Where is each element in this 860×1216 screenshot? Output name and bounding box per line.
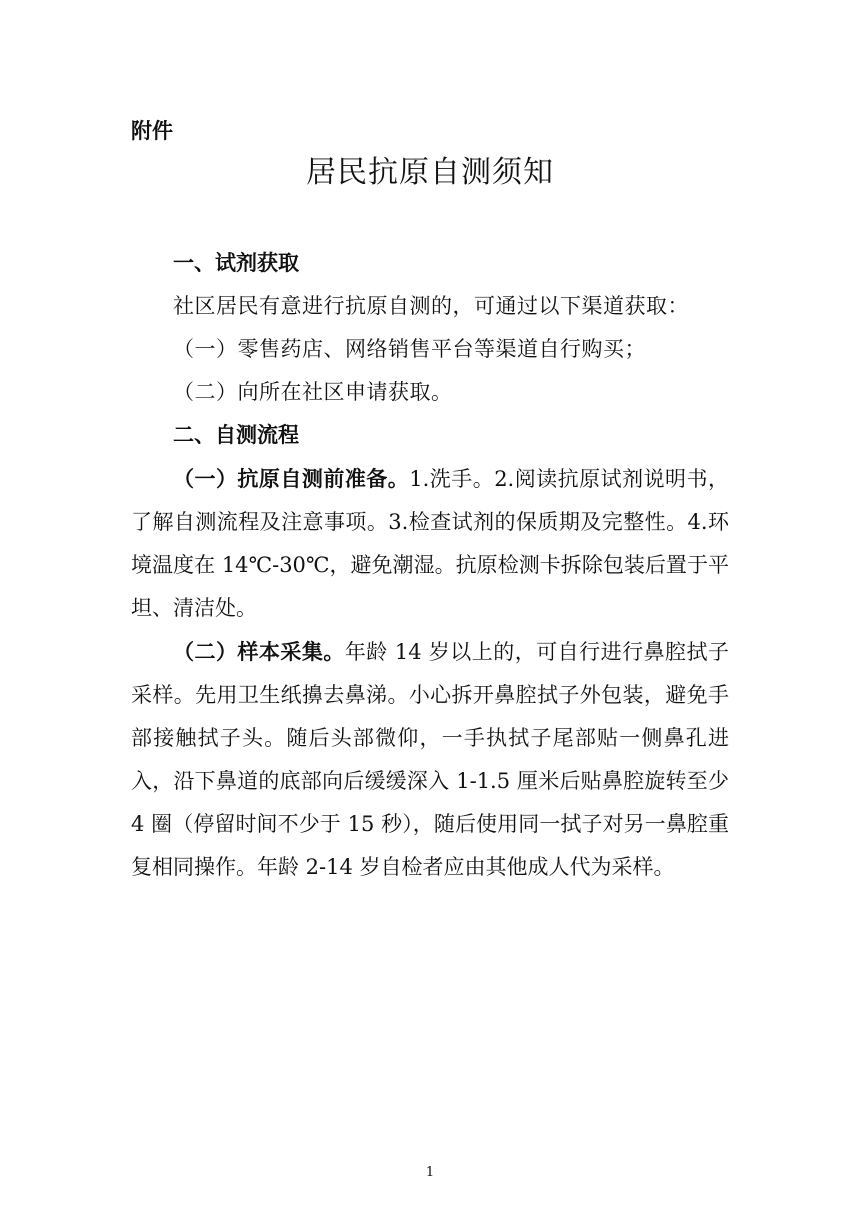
step-sampling-lead: （二）样本采集。: [173, 639, 345, 664]
list-item-purchase: （一）零售药店、网络销售平台等渠道自行购买；: [173, 337, 646, 361]
section-heading-process: 二、自测流程: [173, 423, 299, 447]
section-intro-paragraph: 社区居民有意进行抗原自测的，可通过以下渠道获取：: [173, 294, 689, 318]
step-sampling-paragraph: [131, 630, 729, 889]
list-item-community: （二）向所在社区申请获取。: [173, 380, 453, 404]
step-preparation-lead: （一）抗原自测前准备。: [173, 466, 410, 491]
document-title: 居民抗原自测须知: [306, 155, 554, 190]
document-body: [131, 242, 729, 889]
attachment-label: 附件: [131, 119, 173, 143]
page-number: 1: [425, 1165, 435, 1180]
step-preparation-text: 1.洗手。2.阅读抗原试剂说明书，了解自测流程及注意事项。3.检查试剂的保质期及完整性。4.环境温度在 14℃-30℃，避免潮湿。抗原检测卡拆除包装后置于平坦、清洁处。: [131, 467, 729, 620]
section-heading-reagent: 一、试剂获取: [173, 251, 299, 275]
step-sampling-text: 年龄 14 岁以上的，可自行进行鼻腔拭子采样。先用卫生纸擤去鼻涕。小心拆开鼻腔拭子外包装，避免手部接触拭子头。随后头部微仰，一手执拭子尾部贴一侧鼻孔进入，沿下鼻道的底部向后缓缓深入 1-1.5 厘米后贴鼻腔旋转至少 4 圈（停留时间不少于 15 秒），随后使用同一拭子对另一鼻腔重复相同操作。年龄 2-14 岁自检者应由其他成人代为采样。: [131, 640, 730, 879]
step-preparation-paragraph: [131, 457, 729, 630]
